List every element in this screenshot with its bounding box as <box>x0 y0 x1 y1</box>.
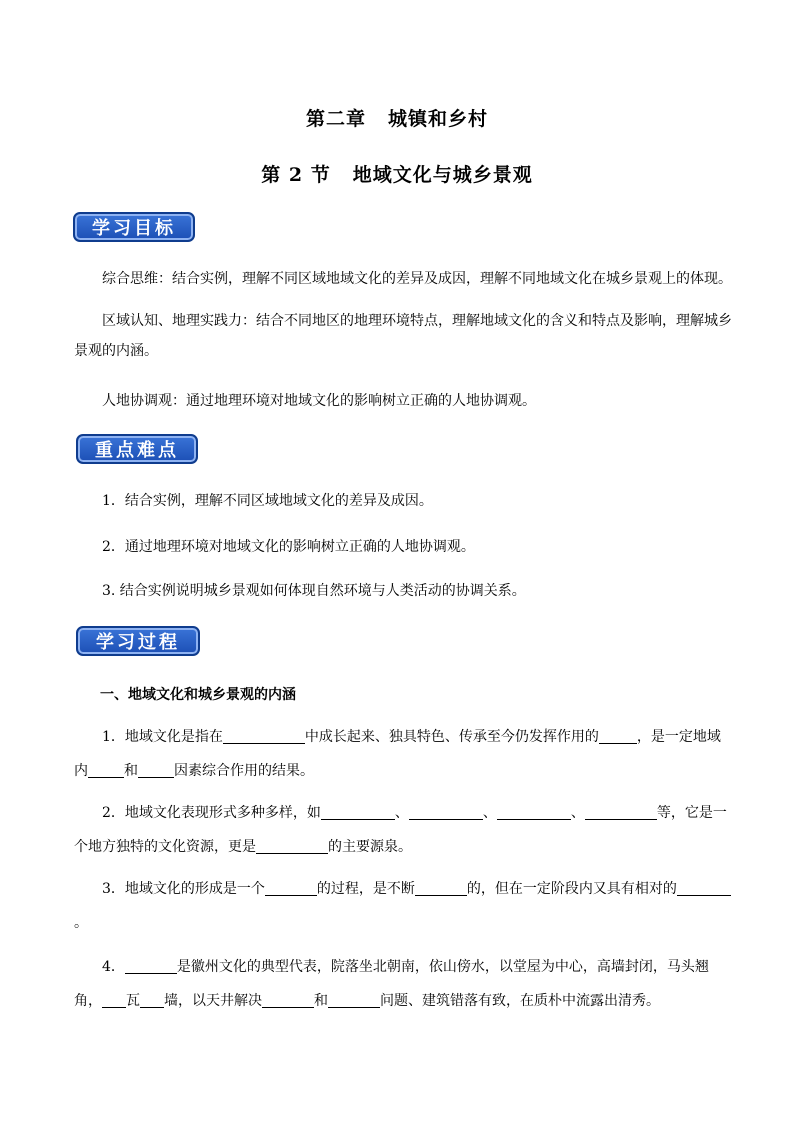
question-3: 3．地域文化的形成是一个 的过程，是不断 的，但在一定阶段内又具有相对的。 <box>74 872 734 940</box>
answer-blank[interactable] <box>497 801 571 820</box>
answer-blank[interactable] <box>321 801 395 820</box>
answer-blank[interactable] <box>223 725 305 744</box>
question-1: 1．地域文化是指在 中成长起来、独具特色、传承至今仍发挥作用的 ，是一定地域内 和 因素综合作用的结果。 <box>74 720 734 788</box>
answer-blank[interactable] <box>140 989 164 1008</box>
chapter-title <box>0 104 794 131</box>
objective-regional: 区域认知、地理实践力：结合不同地区的地理环境特点，理解地域文化的含义和特点及影响，理解城乡景观的内涵。 <box>74 313 732 359</box>
answer-blank[interactable] <box>256 835 328 854</box>
answer-blank[interactable] <box>102 989 126 1008</box>
answer-blank[interactable] <box>599 725 637 744</box>
key-points-badge: 重点难点 <box>76 434 198 464</box>
process-heading: 一、地域文化和城乡景观的内涵 <box>100 687 296 703</box>
key-point-3: 3. 结合实例说明城乡景观如何体现自然环境与人类活动的协调关系。 <box>102 583 526 599</box>
section-name: 地域文化与城乡景观 <box>352 164 533 186</box>
answer-blank[interactable] <box>88 759 124 778</box>
section-title <box>0 160 794 187</box>
answer-blank[interactable] <box>265 877 317 896</box>
answer-blank[interactable] <box>585 801 657 820</box>
objectives-badge: 学习目标 <box>73 212 195 242</box>
section-number: 第 2 节 <box>261 164 331 186</box>
question-4: 4． 是徽州文化的典型代表，院落坐北朝南，依山傍水，以堂屋为中心，高墙封闭，马头翘角， 瓦 墙，以天井解决 和 问题、建筑错落有致，在质朴中流露出清秀。 <box>74 950 734 1018</box>
answer-blank[interactable] <box>677 877 731 896</box>
key-point-2: 2．通过地理环境对地域文化的影响树立正确的人地协调观。 <box>102 539 475 555</box>
objective-thinking: 综合思维：结合实例，理解不同区域地域文化的差异及成因，理解不同地域文化在城乡景观上的体现。 <box>102 271 732 287</box>
answer-blank[interactable] <box>415 877 467 896</box>
chapter-number: 第二章 <box>305 108 366 130</box>
answer-blank[interactable] <box>125 955 177 974</box>
question-2: 2．地域文化表现形式多种多样，如 、 、 、 等，它是一个地方独特的文化资源，更是 的主要源泉。 <box>74 796 734 864</box>
answer-blank[interactable] <box>138 759 174 778</box>
key-point-1: 1．结合实例，理解不同区域地域文化的差异及成因。 <box>102 493 433 509</box>
chapter-name: 城镇和乡村 <box>388 108 489 130</box>
answer-blank[interactable] <box>328 989 380 1008</box>
process-badge: 学习过程 <box>76 626 200 656</box>
objective-human-earth: 人地协调观：通过地理环境对地域文化的影响树立正确的人地协调观。 <box>102 393 536 409</box>
answer-blank[interactable] <box>409 801 483 820</box>
answer-blank[interactable] <box>262 989 314 1008</box>
